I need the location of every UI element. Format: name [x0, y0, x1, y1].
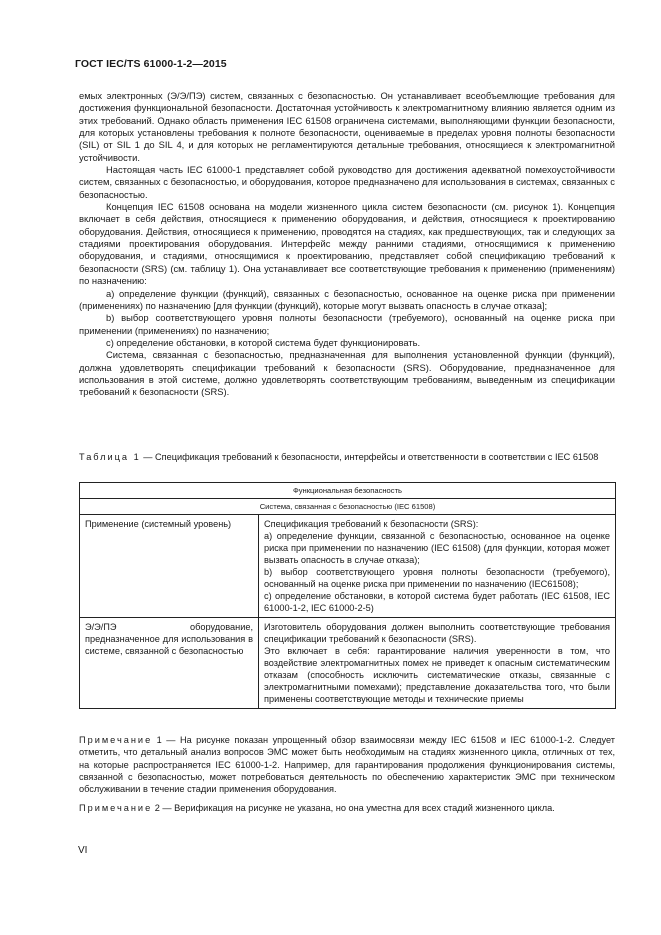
table-header-row — [80, 483, 616, 499]
cell-line: b) выбор соответствующего уровня полноты безопасности (требуемого), основанный на оценке риска при применении по назначению (IEC61508); — [264, 567, 610, 589]
note-1 — [79, 734, 615, 795]
list-item-b: b) выбор соответствующего уровня полноты безопасности (требуемого), основанный на оценке риска при применении (применениях) по назначению; — [79, 312, 615, 336]
note-label: Примечание — [79, 803, 153, 814]
requirements-table — [79, 482, 616, 709]
note-text: 2 — Верификация на рисунке не указана, но она уместна для всех стадий жизненного цикла. — [152, 803, 555, 814]
cell-line: Это включает в себя: гарантирование наличия уверенности в том, что воздействие электромагнитных помех не приведет к опасным систематическим отказам (способность исключить систематические отказы, связанные с электромагнитными помехами); представление доказательства того, что были применены соответствующие методы и технические приемы — [264, 646, 610, 704]
table-header-functional-safety: Функциональная безопасность — [80, 483, 616, 499]
notes — [79, 734, 615, 815]
note-2 — [79, 802, 615, 814]
cell-line: Изготовитель оборудования должен выполнить соответствующие требования спецификации требований к безопасности (SRS). — [264, 622, 610, 644]
table-caption — [79, 451, 615, 463]
table-row — [80, 618, 616, 709]
paragraph: Настоящая часть IEC 61000-1 представляет собой руководство для достижения адекватной помехоустойчивости систем, связанных с безопасностью, и оборудования, которое предназначено для использования в системах, связанных с безопасностью. — [79, 164, 615, 200]
table-cell-equipment: Э/Э/ПЭ оборудование, предназначенное для использования в системе, связанной с безопасностью — [80, 618, 259, 709]
note-text: 1 — На рисунке показан упрощенный обзор взаимосвязи между IEC 61508 и IEC 61000-1-2. Следует отметить, что детальный анализ вопросов ЭМС может быть необходимым на стадиях жизненного цикла, отличных от тех, на которые распространяется IEC 61000-1-2. Например, для гарантирования продолжения функционирования системы, связанной с безопасностью, может потребоваться деятельность по обеспечению характеристик ЭМС при техническом обслуживании в течение стадии применения оборудования. — [79, 735, 615, 795]
cell-line: а) определение функции, связанной с безопасностью, основанное на оценке риска при применении по назначению (IEC 61508) (для функции, которая может вызвать опасность в случае отказа); — [264, 531, 610, 565]
table-header-row — [80, 499, 616, 515]
paragraph: емых электронных (Э/Э/ПЭ) систем, связанных с безопасностью. Он устанавливает всеобъемлющие требования для достижения функциональной безопасности. Достаточная устойчивость к электромагнитному влиянию является одним из этих требований. Однако область применения IEC 61508 ограничена системами, выполняющими функции безопасности, для которых установлены требования к полноте безопасности, оцениваемые в пределах уровня полноты безопасности (SIL) от SIL 1 до SIL 4, и для которых не регламентируются детальные требования, относящиеся к электромагнитной устойчивости. — [79, 90, 615, 163]
table-cell-application: Применение (системный уровень) — [80, 515, 259, 618]
document-header: ГОСТ IEC/TS 61000-1-2—2015 — [75, 58, 227, 70]
page-number: VI — [78, 845, 88, 856]
table-caption-label: Таблица 1 — [79, 452, 141, 462]
table-cell-srs — [259, 515, 616, 618]
cell-line: с) определение обстановки, в которой система будет работать (IEC 61508, IEC 61000-1-2, IEC 61000-2-5) — [264, 591, 610, 613]
note-label: Примечание — [79, 735, 153, 745]
body-text — [79, 90, 615, 399]
table-cell-manufacturer — [259, 618, 616, 709]
table-caption-text: — Спецификация требований к безопасности, интерфейсы и ответственности в соответствии с IEC 61508 — [140, 452, 599, 462]
paragraph: Система, связанная с безопасностью, предназначенная для выполнения установленной функции (функций), должна удовлетворять спецификации требований к безопасности (SRS). Оборудование, предназначенное для использования в этой системе, должно удовлетворять соответствующим требованиям, выведенным из спецификации требований к безопасности (SRS). — [79, 349, 615, 398]
table-row — [80, 515, 616, 618]
list-item-c: с) определение обстановки, в которой система будет функционировать. — [106, 336, 421, 348]
table-header-safety-system: Система, связанная с безопасностью (IEC 61508) — [80, 499, 616, 515]
paragraph: Концепция IEC 61508 основана на модели жизненного цикла систем безопасности (см. рисунок 1). Концепция включает в себя действия, относящиеся к применению оборудования, и действия, относящиеся к проектированию оборудования. Действия, относящиеся к применению, проводятся на стадиях, как предшествующих, так и следующих за стадиями проектирования оборудования. Интерфейс между ранними стадиями, относящимися к применению оборудования, и стадиями, относящимися к проектированию, представляет собой спецификацию требований к безопасности (SRS) (см. таблицу 1). Она устанавливает все соответствующие требования к применению (применениям) по назначению: — [79, 201, 615, 287]
cell-line: Спецификация требований к безопасности (SRS): — [264, 519, 479, 529]
list-item-a: а) определение функции (функций), связанных с безопасностью, основанное на оценке риска при применении (применениях) по назначению [для функции (функций), которые могут вызвать опасность в случае отказа]; — [79, 287, 615, 311]
